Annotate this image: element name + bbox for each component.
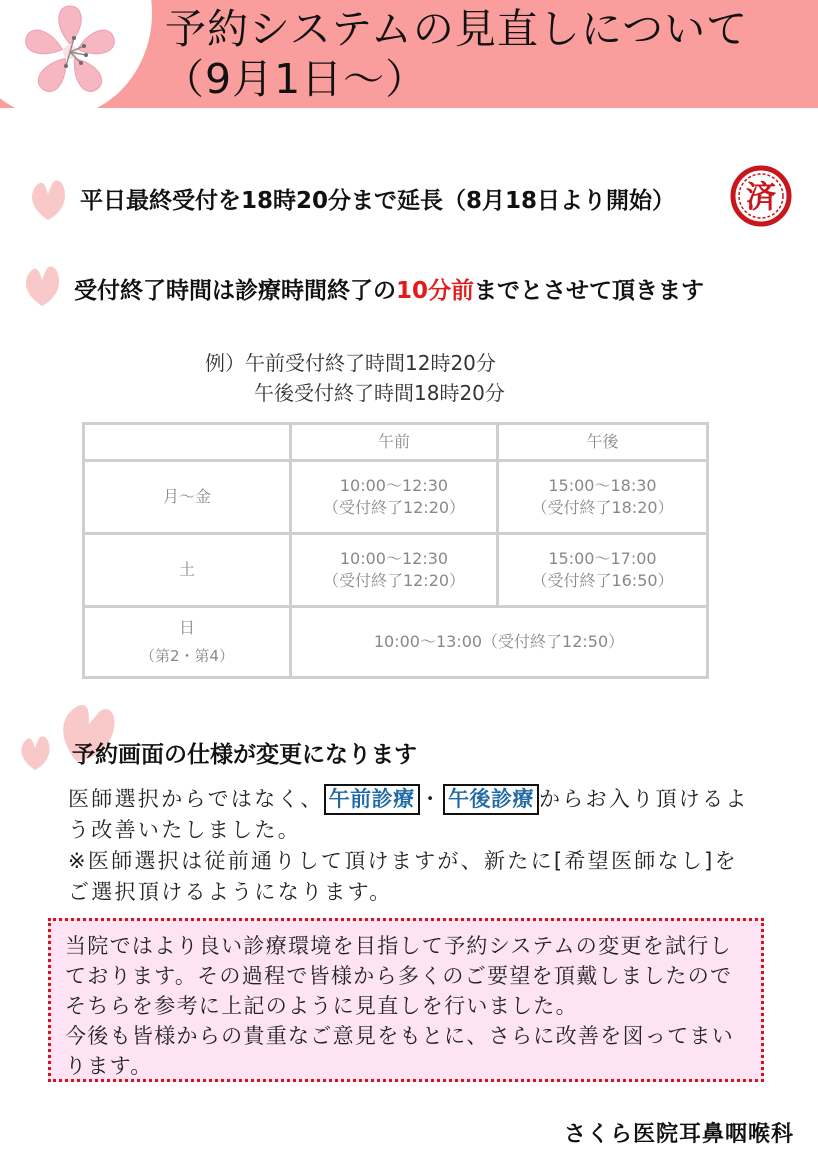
item2-text-before: 受付終了時間は診療時間終了の xyxy=(74,278,396,304)
petal-icon xyxy=(28,178,68,222)
petal-icon xyxy=(22,264,62,308)
done-stamp-icon xyxy=(728,163,794,229)
cherry-blossom-icon xyxy=(14,0,126,100)
table-header-cell: 午後 xyxy=(498,424,708,461)
stamp-text: 済 xyxy=(746,180,776,215)
table-day-cell: 月～金 xyxy=(84,461,291,534)
item3-note: ※医師選択は従前通りして頂けますが、新たに[希望医師なし]をご選択頂けるようになります。 xyxy=(68,849,738,904)
table-pm-cell xyxy=(498,461,708,534)
item3-text-b: からお入り頂けるよう改善いたしました。 xyxy=(68,787,749,842)
example-line-2: 午後受付終了時間18時20分 xyxy=(254,381,505,405)
am-consultation-button[interactable]: 午前診療 xyxy=(324,784,420,815)
title-line-2: （9月1日～） xyxy=(163,55,428,103)
table-day-cell: 土 xyxy=(84,534,291,607)
clinic-name: さくら医院耳鼻咽喉科 xyxy=(563,1122,794,1147)
pm-note: （受付終了16:50） xyxy=(531,571,674,590)
pm-hours: 15:00～17:00 xyxy=(548,549,657,568)
petal-icon xyxy=(18,734,52,772)
item1-heading: 平日最終受付を18時20分まで延長（8月18日より開始） xyxy=(80,188,676,214)
sunday-day: 日 xyxy=(178,618,195,637)
item3-separator: ・ xyxy=(419,787,443,811)
item2-highlight: 10分前 xyxy=(396,278,475,304)
pm-hours: 15:00～18:30 xyxy=(548,476,657,495)
notice-text-2: 今後も皆様からの貴重なご意見をもとに、さらに改善を図ってまいります。 xyxy=(65,1024,734,1078)
am-note: （受付終了12:20） xyxy=(322,571,466,590)
am-hours: 10:00～12:30 xyxy=(339,549,449,568)
sunday-hours-cell: 10:00～13:00（受付終了12:50） xyxy=(291,607,708,678)
page-title xyxy=(165,4,748,104)
table-row xyxy=(84,461,708,534)
table-row xyxy=(84,534,708,607)
table-am-cell xyxy=(291,534,498,607)
notice-box xyxy=(48,918,764,1082)
title-line-1: 予約システムの見直しについて xyxy=(165,5,749,53)
item3-text-a: 医師選択からではなく、 xyxy=(68,787,324,811)
item3-heading: 予約画面の仕様が変更になります xyxy=(72,742,417,768)
example-line-1: 例）午前受付終了時間12時20分 xyxy=(205,351,496,375)
table-day-cell xyxy=(84,607,291,678)
item3-body xyxy=(68,784,758,908)
pm-note: （受付終了18:20） xyxy=(531,498,674,517)
sunday-note: （第2・第4） xyxy=(139,647,235,665)
example-block xyxy=(205,348,505,408)
am-note: （受付終了12:20） xyxy=(322,498,466,517)
schedule-table xyxy=(82,422,709,679)
table-row xyxy=(84,607,708,678)
table-am-cell xyxy=(291,461,498,534)
notice-text-1: 当院ではより良い診療環境を目指して予約システムの変更を試行しております。その過程で皆様から多くのご要望を頂戴しましたのでそちらを参考に上記のように見直しを行いました。 xyxy=(65,934,733,1018)
item2-heading xyxy=(74,275,774,308)
pm-consultation-button[interactable]: 午後診療 xyxy=(443,784,539,815)
table-pm-cell xyxy=(498,534,708,607)
am-hours: 10:00～12:30 xyxy=(339,476,449,495)
table-header-row xyxy=(84,424,708,461)
item2-text-after: までとさせて頂きます xyxy=(474,278,705,304)
table-header-cell: 午前 xyxy=(291,424,498,461)
table-header-cell xyxy=(84,424,291,461)
